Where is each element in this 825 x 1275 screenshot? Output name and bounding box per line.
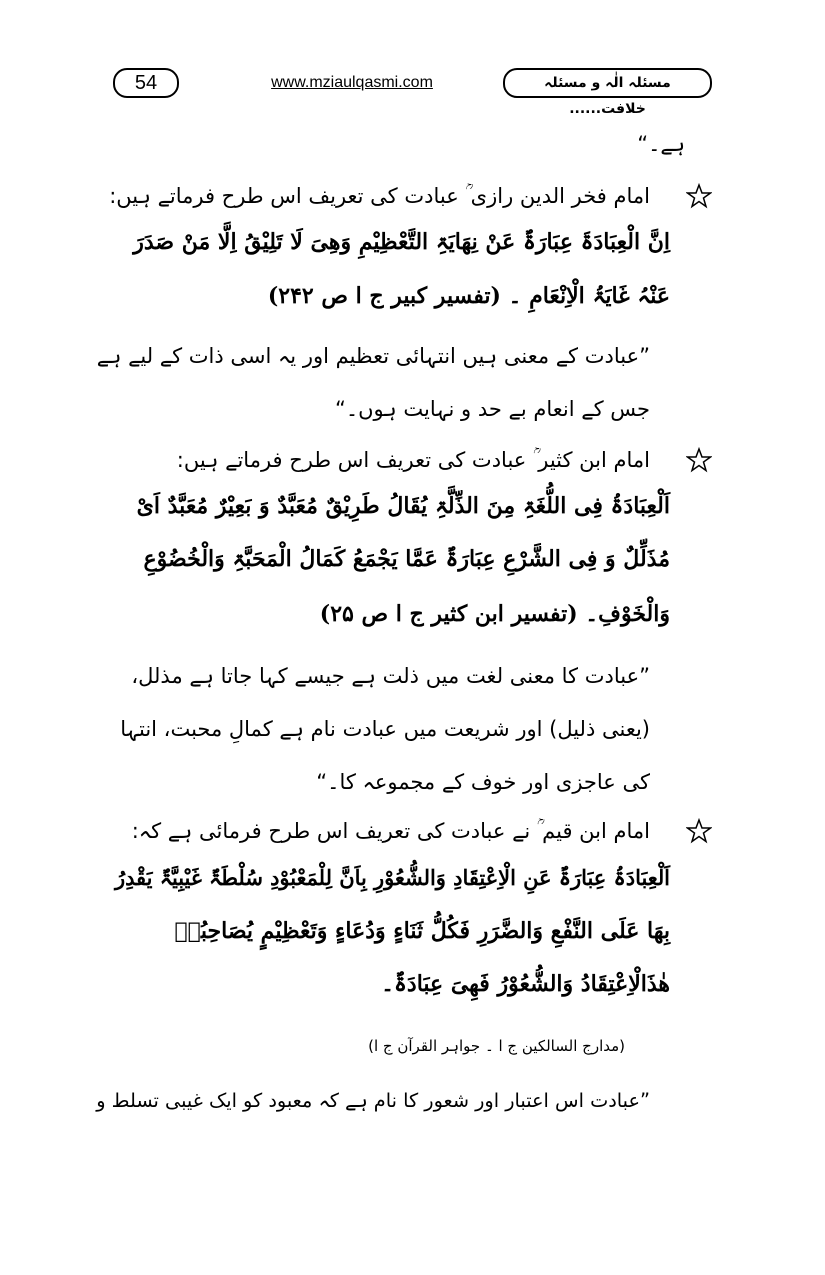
website-link[interactable]: www.mziaulqasmi.com [271, 74, 433, 91]
translation-line: ”عبادت کا معنی لغت میں ذلت ہے جیسے کہا جاتا ہے مذلل، [131, 664, 650, 688]
star-outline-icon [686, 818, 712, 844]
arabic-quote-line: عَنْہُ غَایَۃُ الْاِنْعَامِ ۔ (تفسیر کبیر ج ا ص ۲۴۲) [267, 283, 670, 309]
arabic-quote-line: ھٰذَالْاِعْتِقَادُ وَالشُّعُوْرُ فَھِیَ عِبَادَۃٌ۔ [381, 971, 670, 997]
text-line-continuation: ہے۔“ [637, 132, 685, 156]
arabic-quote-line: مُذَلِّلٌ وَ فِی الشَّرْعِ عِبَارَۃٌ عَمَّا یَجْمَعُ کَمَالُ الْمَحَبَّۃِ وَالْخُضُوْعِ [143, 546, 670, 572]
arabic-quote-line: اَلْعِبَادَۃُ عِبَارَۃٌ عَنِ الْاِعْتِقَادِ وَالشُّعُوْرِ بِاَنَّ لِلْمَعْبُوْدِ سُلْطَۃٌ غَیْبِیَّۃٌ یَقْدِرُ [115, 865, 670, 890]
heading-ibn-qayyim: امام ابن قیم ؒ نے عبادت کی تعریف اس طرح فرمائی ہے کہ: [131, 819, 650, 843]
translation-line: ”عبادت کے معنی ہیں انتہائی تعظیم اور یہ اسی ذات کے لیے ہے [96, 344, 650, 368]
translation-line: ”عبادت اس اعتبار اور شعور کا نام ہے کہ معبود کو ایک غیبی تسلط و [96, 1089, 650, 1112]
translation-line: جس کے انعام بے حد و نہایت ہوں۔“ [334, 397, 650, 421]
arabic-quote-line: بِھَا عَلَی النَّفْعِ وَالضَّرَرِ فَکُلُّ ثَنَاءٍ وَدُعَاءٍ وَتَعْظِیْمٍ یُصَاحِبُہٗ [174, 918, 670, 944]
arabic-quote-line: وَالْخَوْفِ۔ (تفسیر ابن کثیر ج ا ص ۲۵) [319, 601, 670, 627]
translation-line: (یعنی ذلیل) اور شریعت میں عبادت نام ہے کمالِ محبت، انتہا [120, 717, 650, 741]
page-number: 54 [113, 68, 179, 98]
heading-imam-razi: امام فخر الدین رازی ؒ عبادت کی تعریف اس طرح فرماتے ہیں: [109, 184, 650, 208]
star-outline-icon [686, 183, 712, 209]
reference-citation: (مدارج السالکین ج ا ۔ جواہر القرآن ج ا) [368, 1037, 625, 1055]
translation-line: کی عاجزی اور خوف کے مجموعہ کا۔“ [316, 770, 650, 794]
heading-ibn-kathir: امام ابن کثیر ؒ عبادت کی تعریف اس طرح فرماتے ہیں: [176, 448, 650, 472]
star-outline-icon [686, 447, 712, 473]
arabic-quote-line: اَلْعِبَادَۃُ فِی اللُّغَۃِ مِنَ الذِّلَّۃِ یُقَالُ طَرِیْقٌ مُعَبَّدٌ وَ بَعِیْرٌ مُعَبَّدٌ اَیْ [136, 493, 670, 519]
book-title: مسئلہ الٰہ و مسئلہ خلافت...... [503, 68, 712, 98]
arabic-quote-line: اِنَّ الْعِبَادَۃَ عِبَارَۃٌ عَنْ نِھَایَۃِ التَّعْظِیْمِ وَھِیَ لَا تَلِیْقُ اِلَّا مَنْ صَدَرَ [133, 229, 670, 255]
page-header [0, 66, 825, 117]
